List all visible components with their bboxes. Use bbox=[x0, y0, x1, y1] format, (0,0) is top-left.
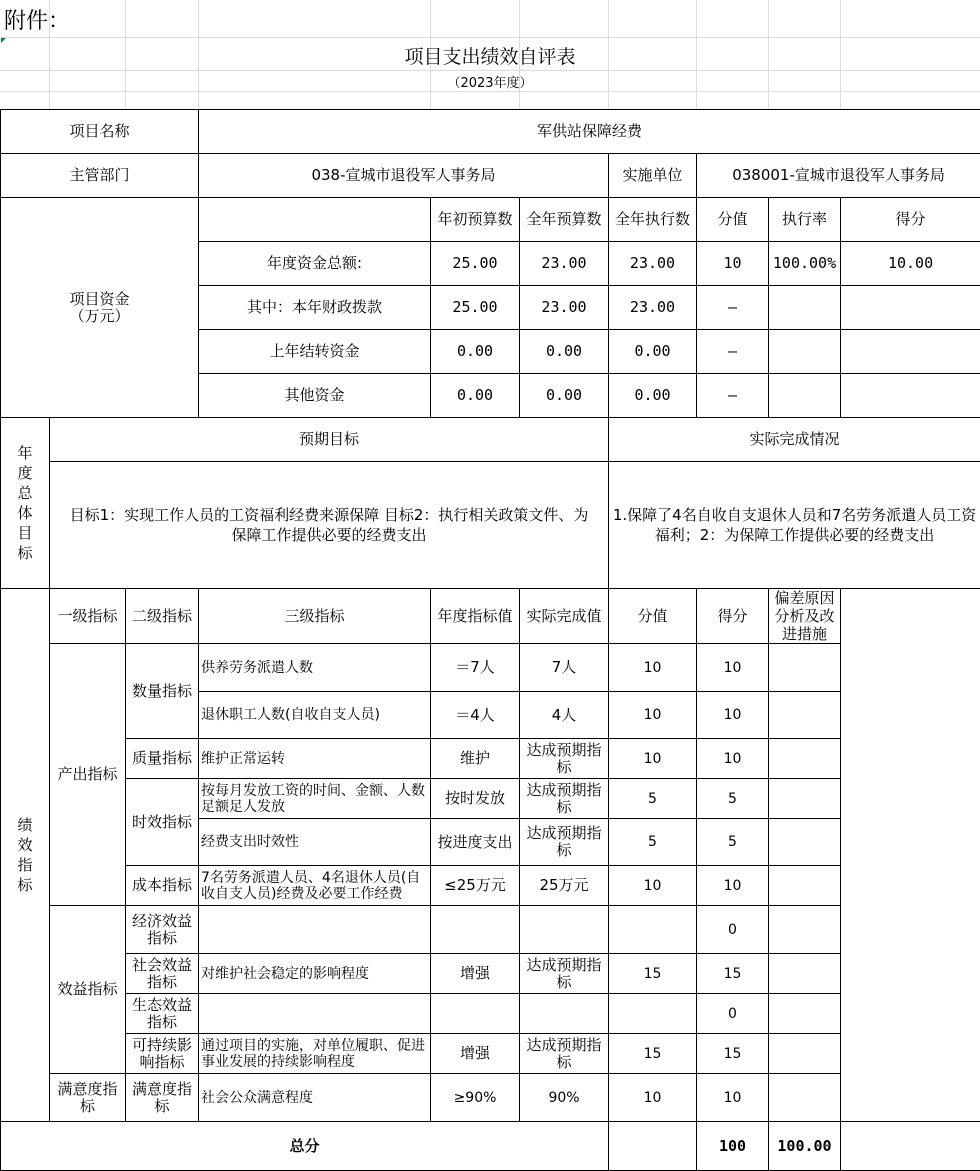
indicators-header-row bbox=[1, 589, 980, 644]
level1-output: 产出指标 bbox=[50, 644, 126, 906]
project-name-label: 项目名称 bbox=[1, 110, 199, 154]
unit-label: 实施单位 bbox=[609, 154, 697, 198]
dept-value: 038-宣城市退役军人事务局 bbox=[199, 154, 609, 198]
funds-col-score: 得分 bbox=[841, 198, 980, 242]
header-target: 年度指标值 bbox=[431, 589, 520, 644]
goals-content-row bbox=[1, 462, 980, 589]
deviation-note bbox=[769, 906, 841, 954]
score: 0 bbox=[697, 906, 769, 954]
level3-text bbox=[199, 994, 431, 1034]
funds-rate: 100.00% bbox=[769, 242, 841, 286]
indicator-row bbox=[1, 906, 980, 954]
deviation-note bbox=[769, 1034, 841, 1074]
actual-value: 达成预期指标 bbox=[520, 739, 609, 779]
dept-label: 主管部门 bbox=[1, 154, 199, 198]
funds-header-blank bbox=[199, 198, 431, 242]
level2-cost: 成本指标 bbox=[126, 866, 199, 906]
header-score: 得分 bbox=[697, 589, 769, 644]
funds-executed: 23.00 bbox=[609, 286, 697, 330]
indicator-row bbox=[1, 866, 980, 906]
actual-value bbox=[520, 906, 609, 954]
funds-score: 10.00 bbox=[841, 242, 980, 286]
target-value: 按时发放 bbox=[431, 779, 520, 819]
indicator-row bbox=[1, 1074, 980, 1122]
funds-score-value: – bbox=[697, 286, 769, 330]
indicator-row bbox=[1, 994, 980, 1034]
goals-expected-text: 目标1：实现工作人员的工资福利经费来源保障 目标2：执行相关政策文件、为保障工作提供必要的经费支出 bbox=[50, 462, 609, 589]
page-title: 项目支出绩效自评表 bbox=[0, 42, 980, 69]
target-value: ≥90% bbox=[431, 1074, 520, 1122]
target-value: ＝4人 bbox=[431, 692, 520, 739]
funds-section-label: 项目资金 （万元） bbox=[1, 198, 199, 418]
actual-value: 达成预期指标 bbox=[520, 954, 609, 994]
goals-section-label: 年度总体目标 bbox=[1, 418, 50, 589]
level2-ecological: 生态效益指标 bbox=[126, 994, 199, 1034]
deviation-note bbox=[769, 692, 841, 739]
evaluation-table bbox=[0, 109, 980, 1171]
unit-value: 038001-宣城市退役军人事务局 bbox=[697, 154, 980, 198]
level2-sustainable: 可持续影响指标 bbox=[126, 1034, 199, 1074]
score: 15 bbox=[697, 1034, 769, 1074]
funds-score bbox=[841, 330, 980, 374]
deviation-note bbox=[769, 819, 841, 866]
deviation-note bbox=[769, 1074, 841, 1122]
funds-col-rate: 执行率 bbox=[769, 198, 841, 242]
target-value: ＝7人 bbox=[431, 644, 520, 692]
score-value: 10 bbox=[609, 1074, 697, 1122]
funds-score-value: – bbox=[697, 330, 769, 374]
score: 15 bbox=[697, 954, 769, 994]
total-row bbox=[1, 1122, 980, 1171]
funds-rate bbox=[769, 330, 841, 374]
level3-text: 供养劳务派遣人数 bbox=[199, 644, 431, 692]
score: 5 bbox=[697, 779, 769, 819]
funds-score bbox=[841, 286, 980, 330]
level3-text: 维护正常运转 bbox=[199, 739, 431, 779]
score: 10 bbox=[697, 1074, 769, 1122]
total-score: 100.00 bbox=[769, 1122, 841, 1171]
score: 10 bbox=[697, 739, 769, 779]
level3-text bbox=[199, 906, 431, 954]
deviation-note bbox=[769, 779, 841, 819]
level3-text: 按每月发放工资的时间、金额、人数足额足人发放 bbox=[199, 779, 431, 819]
header-score-value: 分值 bbox=[609, 589, 697, 644]
level1-benefit: 效益指标 bbox=[50, 906, 126, 1074]
total-label: 总分 bbox=[1, 1122, 609, 1171]
indicator-row bbox=[1, 779, 980, 819]
score-value: 10 bbox=[609, 739, 697, 779]
target-value bbox=[431, 906, 520, 954]
level3-text: 社会公众满意程度 bbox=[199, 1074, 431, 1122]
total-score-value: 100 bbox=[697, 1122, 769, 1171]
score-value: 15 bbox=[609, 1034, 697, 1074]
department-row bbox=[1, 154, 980, 198]
page-subtitle: （2023年度） bbox=[0, 72, 980, 91]
funds-col-score-value: 分值 bbox=[697, 198, 769, 242]
score: 5 bbox=[697, 819, 769, 866]
actual-value: 7人 bbox=[520, 644, 609, 692]
target-value bbox=[431, 994, 520, 1034]
deviation-note bbox=[769, 994, 841, 1034]
level3-text: 对维护社会稳定的影响程度 bbox=[199, 954, 431, 994]
level2-economic: 经济效益指标 bbox=[126, 906, 199, 954]
level1-satisfaction: 满意度指标 bbox=[50, 1074, 126, 1122]
project-name-value: 军供站保障经费 bbox=[199, 110, 980, 154]
actual-value: 达成预期指标 bbox=[520, 1034, 609, 1074]
funds-row-label: 年度资金总额: bbox=[199, 242, 431, 286]
indicator-row bbox=[1, 954, 980, 994]
project-name-row bbox=[1, 110, 980, 154]
header-deviation: 偏差原因分析及改进措施 bbox=[769, 589, 841, 644]
funds-annual: 0.00 bbox=[520, 374, 609, 418]
score-value bbox=[609, 994, 697, 1034]
goals-header-row bbox=[1, 418, 980, 462]
level2-quantity: 数量指标 bbox=[126, 644, 199, 739]
score-value: 10 bbox=[609, 644, 697, 692]
score: 10 bbox=[697, 692, 769, 739]
total-note bbox=[841, 1122, 980, 1171]
score: 10 bbox=[697, 866, 769, 906]
level2-social: 社会效益指标 bbox=[126, 954, 199, 994]
goals-actual-text: 1.保障了4名自收自支退休人员和7名劳务派遣人员工资福利；2：为保障工作提供必要的经费支出 bbox=[609, 462, 980, 589]
funds-annual: 23.00 bbox=[520, 242, 609, 286]
level2-satisfaction: 满意度指标 bbox=[126, 1074, 199, 1122]
score-value bbox=[609, 906, 697, 954]
funds-initial: 25.00 bbox=[431, 242, 520, 286]
score-value: 10 bbox=[609, 692, 697, 739]
funds-score bbox=[841, 374, 980, 418]
indicators-section-label: 绩效指标 bbox=[1, 589, 50, 1122]
funds-row-label: 上年结转资金 bbox=[199, 330, 431, 374]
score-value: 5 bbox=[609, 779, 697, 819]
funds-initial: 25.00 bbox=[431, 286, 520, 330]
actual-value: 90% bbox=[520, 1074, 609, 1122]
score-value: 5 bbox=[609, 819, 697, 866]
level3-text: 通过项目的实施，对单位履职、促进事业发展的持续影响程度 bbox=[199, 1034, 431, 1074]
target-value: 增强 bbox=[431, 954, 520, 994]
indicator-row bbox=[1, 644, 980, 692]
funds-executed: 0.00 bbox=[609, 330, 697, 374]
level2-quality: 质量指标 bbox=[126, 739, 199, 779]
funds-annual: 23.00 bbox=[520, 286, 609, 330]
actual-value: 达成预期指标 bbox=[520, 819, 609, 866]
target-value: 按进度支出 bbox=[431, 819, 520, 866]
header-level1: 一级指标 bbox=[50, 589, 126, 644]
funds-rate bbox=[769, 374, 841, 418]
funds-executed: 0.00 bbox=[609, 374, 697, 418]
funds-executed: 23.00 bbox=[609, 242, 697, 286]
actual-value: 25万元 bbox=[520, 866, 609, 906]
level3-text: 退休职工人数(自收自支人员) bbox=[199, 692, 431, 739]
score-value: 15 bbox=[609, 954, 697, 994]
deviation-note bbox=[769, 644, 841, 692]
deviation-note bbox=[769, 739, 841, 779]
header-level2: 二级指标 bbox=[126, 589, 199, 644]
funds-score-value: – bbox=[697, 374, 769, 418]
funds-col-annual: 全年预算数 bbox=[520, 198, 609, 242]
actual-value: 达成预期指标 bbox=[520, 779, 609, 819]
goals-actual-label: 实际完成情况 bbox=[609, 418, 980, 462]
funds-initial: 0.00 bbox=[431, 374, 520, 418]
header-actual: 实际完成值 bbox=[520, 589, 609, 644]
funds-row-label: 其他资金 bbox=[199, 374, 431, 418]
indicator-row bbox=[1, 739, 980, 779]
funds-col-initial: 年初预算数 bbox=[431, 198, 520, 242]
score-value: 10 bbox=[609, 866, 697, 906]
level2-timeliness: 时效指标 bbox=[126, 779, 199, 866]
score: 0 bbox=[697, 994, 769, 1034]
funds-header-row bbox=[1, 198, 980, 242]
target-value: 维护 bbox=[431, 739, 520, 779]
actual-value bbox=[520, 994, 609, 1034]
funds-col-executed: 全年执行数 bbox=[609, 198, 697, 242]
level3-text: 经费支出时效性 bbox=[199, 819, 431, 866]
funds-row-label: 其中：本年财政拨款 bbox=[199, 286, 431, 330]
funds-score-value: 10 bbox=[697, 242, 769, 286]
funds-annual: 0.00 bbox=[520, 330, 609, 374]
level3-text: 7名劳务派遣人员、4名退休人员(自收自支人员)经费及必要工作经费 bbox=[199, 866, 431, 906]
actual-value: 4人 bbox=[520, 692, 609, 739]
total-blank bbox=[609, 1122, 697, 1171]
goals-expected-label: 预期目标 bbox=[50, 418, 609, 462]
funds-rate bbox=[769, 286, 841, 330]
score: 10 bbox=[697, 644, 769, 692]
target-value: 增强 bbox=[431, 1034, 520, 1074]
funds-initial: 0.00 bbox=[431, 330, 520, 374]
attachment-label: 附件： bbox=[4, 4, 70, 35]
deviation-note bbox=[769, 954, 841, 994]
deviation-note bbox=[769, 866, 841, 906]
indicator-row bbox=[1, 1034, 980, 1074]
header-level3: 三级指标 bbox=[199, 589, 431, 644]
target-value: ≤25万元 bbox=[431, 866, 520, 906]
